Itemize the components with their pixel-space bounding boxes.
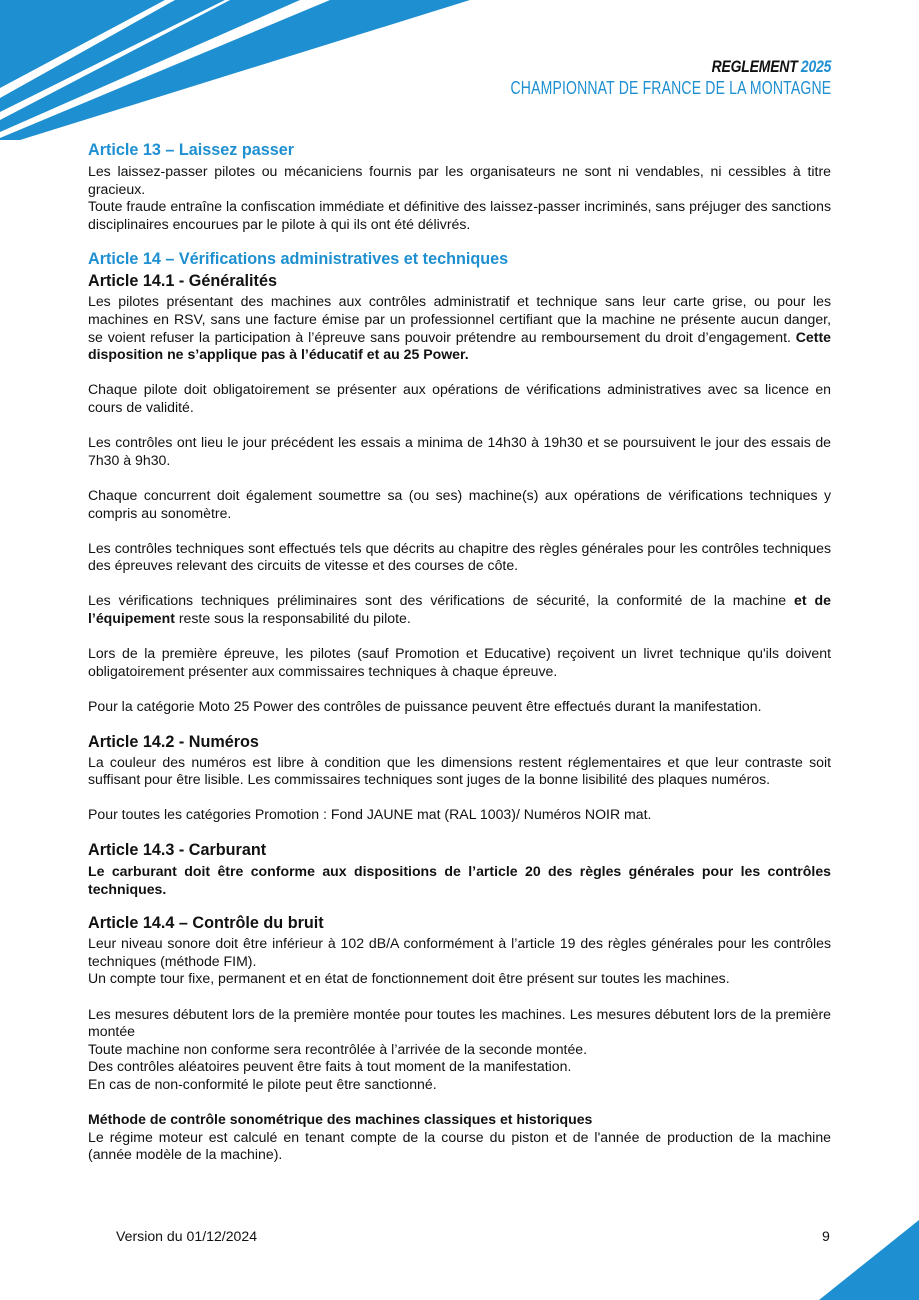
article-14-1-paragraph-3: Les contrôles ont lieu le jour précédent les essais a minima de 14h30 à 19h30 et se poursuivent le jour des essais de 7h30 à 9h30.	[88, 434, 831, 468]
article-14-4-paragraph-6: En cas de non-conformité le pilote peut être sanctionné.	[88, 1075, 437, 1092]
top-left-stripes-decoration	[0, 0, 470, 140]
article-13-paragraph-2: Toute fraude entraîne la confiscation immédiate et définitive des laissez-passer incriminés, sans préjuger des sanctions disciplinaires encourues par le pilote à qui ils ont été délivrés.	[88, 198, 831, 232]
bold-text-span: Cette disposition ne s’applique pas à l’éducatif et au 25 Power.	[88, 328, 831, 363]
article-14-1-paragraph-5: Les contrôles techniques sont effectués tels que décrits au chapitre des règles générales pour les contrôles techniques des épreuves relevant des circuits de vitesse et des courses de côte.	[88, 539, 831, 574]
header-championship-title: CHAMPIONNAT DE FRANCE DE LA MONTAGNE	[510, 78, 831, 98]
article-14-1-paragraph-2: Chaque pilote doit obligatoirement se présenter aux opérations de vérifications administratives avec sa licence en cours de validité.	[88, 381, 831, 415]
text-span: Les vérifications techniques préliminaires sont des vérifications de sécurité, la conformité de la machine	[88, 592, 795, 609]
bold-text-span: et de l’équipement	[88, 592, 831, 627]
method-title: Méthode de contrôle sonométrique des machines classiques et historiques	[88, 1111, 593, 1128]
article-14-title: Article 14 – Vérifications administratives et techniques	[88, 250, 509, 269]
article-14-4-title: Article 14.4 – Contrôle du bruit	[88, 914, 324, 933]
article-14-1-paragraph-6	[88, 592, 831, 627]
text-span: Les pilotes présentant des machines aux contrôles administratif et technique sans leur carte grise, ou pour les machines en RSV, sans une facture émise par un professionnel certifiant que la machine ne présente aucun danger, se voient refuser la participation à l’épreuve sans pouvoir prétendre au remboursement du droit d’engagement.	[88, 293, 831, 345]
article-14-4-paragraph-3: Les mesures débutent lors de la première montée pour toutes les machines. Les mesures débutent lors de la première montée	[88, 1005, 831, 1040]
header-reglement-line	[494, 57, 831, 77]
article-13-paragraph-1: Les laissez-passer pilotes ou mécaniciens fournis par les organisateurs ne sont ni vendables, ni cessibles à titre gracieux.	[88, 163, 831, 197]
article-14-4-paragraph-4: Toute machine non conforme sera recontrôlée à l’arrivée de la seconde montée.	[88, 1040, 588, 1057]
article-14-3-title: Article 14.3 - Carburant	[88, 841, 267, 859]
article-14-2-paragraph-2: Pour toutes les catégories Promotion : Fond JAUNE mat (RAL 1003)/ Numéros NOIR mat.	[88, 806, 652, 823]
article-14-1-title: Article 14.1 - Généralités	[88, 272, 277, 291]
article-14-1-paragraph-8: Pour la catégorie Moto 25 Power des contrôles de puissance peuvent être effectués durant la manifestation.	[88, 698, 762, 715]
header-year: 2025	[800, 57, 831, 76]
article-14-4-paragraph-1: Leur niveau sonore doit être inférieur à 102 dB/A conformément à l’article 19 des règles générales pour les contrôles techniques (méthode FIM).	[88, 935, 831, 969]
text-span: reste sous la responsabilité du pilote.	[174, 610, 411, 627]
article-14-1-paragraph-4: Chaque concurrent doit également soumettre sa (ou ses) machine(s) aux opérations de vérifications techniques y compris au sonomètre.	[88, 486, 831, 521]
article-13-title: Article 13 – Laissez passer	[88, 141, 295, 159]
footer-page-number: 9	[822, 1228, 830, 1244]
bottom-right-triangle-decoration	[819, 1220, 919, 1300]
article-14-1-paragraph-1	[88, 293, 831, 363]
document-header	[420, 57, 831, 99]
article-14-2-title: Article 14.2 - Numéros	[88, 732, 259, 751]
article-14-4-paragraph-2: Un compte tour fixe, permanent et en état de fonctionnement doit être présent sur toutes les machines.	[88, 970, 730, 987]
article-14-3-paragraph-1: Le carburant doit être conforme aux dispositions de l’article 20 des règles générales pour les contrôles techniques.	[88, 863, 831, 897]
document-body	[88, 140, 831, 1164]
footer-version: Version du 01/12/2024	[116, 1228, 258, 1244]
header-reglement: REGLEMENT	[711, 57, 798, 76]
article-14-4-paragraph-7: Le régime moteur est calculé en tenant compte de la course du piston et de l'année de production de la machine (année modèle de la machine).	[88, 1128, 831, 1163]
article-14-4-paragraph-5: Des contrôles aléatoires peuvent être faits à tout moment de la manifestation.	[88, 1058, 572, 1075]
article-14-1-paragraph-7: Lors de la première épreuve, les pilotes (sauf Promotion et Educative) reçoivent un livret technique qu'ils doivent obligatoirement présenter aux commissaires techniques à chaque épreuve.	[88, 645, 831, 679]
article-14-2-paragraph-1: La couleur des numéros est libre à condition que les dimensions restent réglementaires et que leur contraste soit suffisant pour être lisible. Les commissaires techniques sont juges de la bonne lisibilité des plaques numéros.	[88, 753, 831, 788]
